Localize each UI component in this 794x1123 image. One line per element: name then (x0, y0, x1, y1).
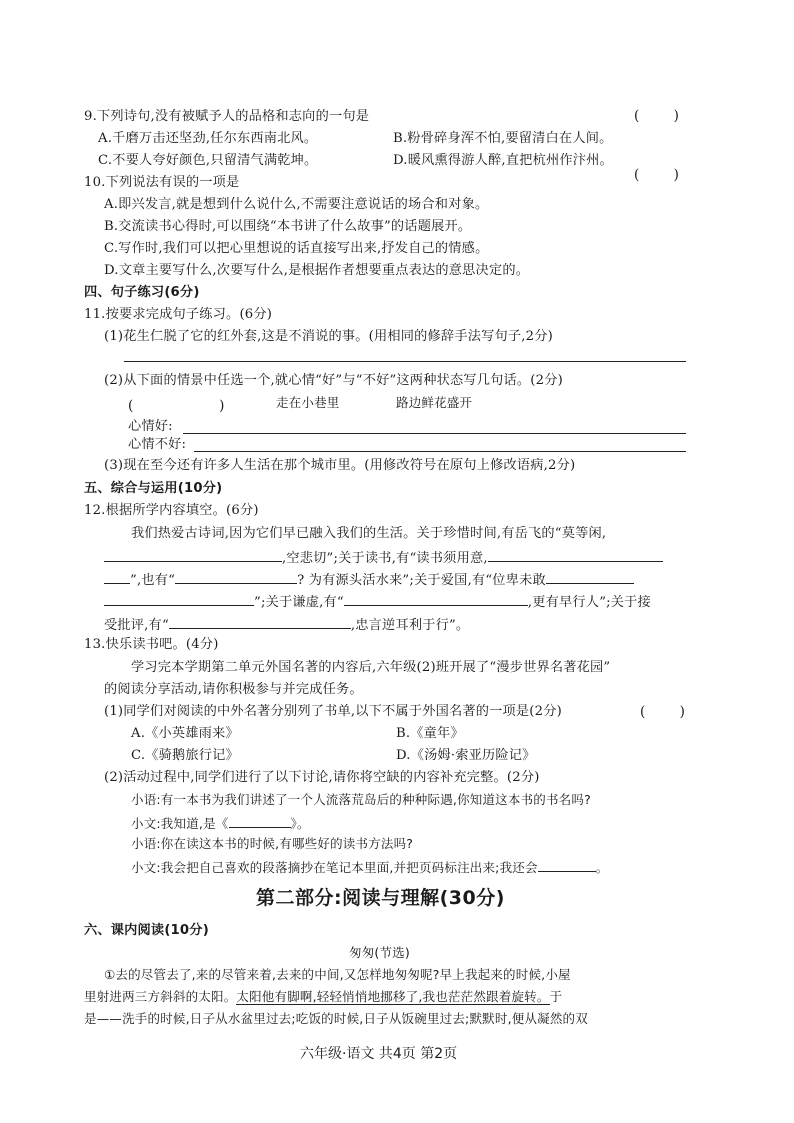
q13-intro-line2: 的阅读分享活动,请你积极参与并完成任务。 (104, 682, 363, 697)
q9-stem: 9.下列诗句,没有被赋予人的品格和志向的一句是 (84, 109, 370, 124)
blank-reading-end[interactable] (104, 569, 130, 584)
part2-title: 第二部分:阅读与理解(30分) (256, 887, 505, 909)
q10-option-c: C.写作时,我们可以把心里想说的话直接写出来,抒发自己的情感。 (104, 241, 489, 256)
q12-text-2a: ,空悲切”;关于读书,有“读书须用意, (282, 551, 488, 566)
q12-text-4a: ”;关于谦虚,有“ (254, 595, 344, 610)
q12-text-5a: 受批评,有“ (104, 618, 169, 633)
q13-option-d: D.《汤姆·索亚历险记》 (396, 748, 536, 763)
blank-yue-fei[interactable] (104, 547, 282, 562)
passage-line-3: 是——洗手的时候,日子从水盆里过去;吃饭的时候,日子从饭碗里过去;默默时,便从凝然的双 (84, 1011, 588, 1026)
dialogue-2-text: 小文:我知道,是《 (131, 816, 229, 831)
q12-para-line4 (104, 591, 651, 612)
scene-choice-paren[interactable]: ( ) (128, 398, 225, 414)
q13-sub2: (2)活动过程中,同学们进行了以下讨论,请你将空缺的内容补充完整。(2分) (104, 770, 540, 785)
q12-para-line3 (104, 569, 634, 590)
q12-text-4b: ,更有早行人”;关于接 (527, 595, 651, 610)
q9-option-b: B.粉骨碎身浑不怕,要留清白在人间。 (393, 131, 613, 146)
dialogue-line-4 (131, 857, 608, 877)
q11-sub1-answer-line[interactable] (124, 361, 686, 362)
section4-title: 四、句子练习(6分) (84, 285, 200, 300)
blank-reading-method[interactable] (538, 857, 596, 872)
section6-title: 六、课内阅读(10分) (84, 923, 209, 938)
q10-option-a: A.即兴发言,就是想到什么说什么,不需要注意说话的场合和对象。 (104, 197, 489, 212)
passage-2-end: 于 (549, 989, 563, 1004)
mood-bad-label: 心情不好: (128, 437, 187, 452)
passage-title: 匆匆(节选) (349, 945, 410, 960)
q11-sub3: (3)现在至今还有许多人生活在那个城市里。(用修改符号在原句上修改语病,2分) (104, 458, 576, 473)
q13-sub1-answer-paren[interactable]: ( ) (640, 704, 685, 720)
q9-answer-paren[interactable]: ( ) (634, 108, 679, 124)
dialogue-4-text: 小文:我会把自己喜欢的段落摘抄在笔记本里面,并把页码标注出来;我还会 (131, 860, 538, 875)
blank-reading[interactable] (488, 547, 663, 562)
q13-option-b: B.《童年》 (396, 726, 464, 741)
q11-stem: 11.按要求完成句子练习。(6分) (84, 307, 273, 322)
blank-patriot[interactable] (546, 569, 634, 584)
q10-stem: 10.下列说法有误的一项是 (84, 175, 240, 190)
q12-para-line5 (104, 614, 469, 635)
mood-good-answer-line[interactable] (183, 433, 686, 434)
section5-title: 五、综合与运用(10分) (84, 481, 223, 496)
q12-text-3a: ”,也有“ (130, 573, 176, 588)
q9-option-d: D.暖风熏得游人醉,直把杭州作汴州。 (393, 153, 613, 168)
q9-option-c: C.不要人夸好颜色,只留清气满乾坤。 (98, 153, 318, 168)
mood-bad-answer-line[interactable] (194, 451, 686, 452)
scene-option-1: 走在小巷里 (276, 395, 340, 410)
q10-option-b: B.交流读书心得时,可以围绕“本书讲了什么故事”的话题展开。 (104, 219, 472, 234)
q13-intro-line1: 学习完本学期第二单元外国名著的内容后,六年级(2)班开展了“漫步世界名著花园” (131, 660, 611, 675)
q9-option-a: A.千磨万击还坚劲,任尔东西南北风。 (98, 131, 318, 146)
blank-book-title[interactable] (229, 813, 291, 828)
blank-patriot-end[interactable] (104, 591, 254, 606)
passage-line-2 (84, 988, 562, 1006)
q12-para-line2 (104, 547, 663, 568)
passage-2-text: 里射进两三方斜斜的太阳。 (84, 989, 237, 1004)
underlined-sentence: 太阳他有脚啊,轻轻悄悄地挪移了,我也茫茫然跟着旋转。 (236, 989, 550, 1004)
q11-sub1: (1)花生仁脱了它的红外套,这是不消说的事。(用相同的修辞手法写句子,2分) (104, 329, 553, 344)
q13-stem: 13.快乐读书吧。(4分) (84, 637, 219, 652)
page-footer: 六年级·语文 共4页 第2页 (300, 1046, 458, 1062)
q12-text-5b: ,忠言逆耳利于行”。 (350, 618, 470, 633)
passage-line-1: ①去的尽管去了,来的尽管来着,去来的中间,又怎样地匆匆呢?早上我起来的时候,小屋 (104, 967, 571, 982)
dialogue-line-1: 小语:有一本书为我们讲述了一个人流落荒岛后的种种际遇,你知道这本书的书名吗? (131, 792, 591, 807)
q13-option-a: A.《小英雄雨来》 (131, 726, 239, 741)
blank-criticism[interactable] (169, 614, 351, 629)
blank-humble[interactable] (344, 591, 528, 606)
q10-answer-paren[interactable]: ( ) (634, 167, 679, 183)
dialogue-2-end: 》。 (290, 816, 310, 831)
scene-option-2: 路边鲜花盛开 (396, 395, 473, 410)
q13-option-c: C.《骑鹅旅行记》 (131, 748, 239, 763)
blank-source[interactable] (175, 569, 297, 584)
q13-sub1: (1)同学们对阅读的中外名著分别列了书单,以下不属于外国名著的一项是(2分) (104, 704, 562, 719)
q12-text-3b: ? 为有源头活水来”;关于爱国,有“位卑未敢 (297, 573, 546, 588)
q12-para-line1: 我们热爱古诗词,因为它们早已融入我们的生活。关于珍惜时间,有岳飞的“莫等闲, (131, 526, 607, 541)
q10-option-d: D.文章主要写什么,次要写什么,是根据作者想要重点表达的意思决定的。 (104, 263, 530, 278)
q11-sub2: (2)从下面的情景中任选一个,就心情“好”与“不好”这两种状态写几句话。(2分) (104, 373, 563, 388)
dialogue-line-2 (131, 813, 310, 833)
dialogue-line-3: 小语:你在读这本书的时候,有哪些好的读书方法吗? (131, 836, 414, 851)
mood-good-label: 心情好: (128, 419, 173, 434)
q12-stem: 12.根据所学内容填空。(6分) (84, 503, 259, 518)
dialogue-4-end: 。 (595, 860, 609, 875)
